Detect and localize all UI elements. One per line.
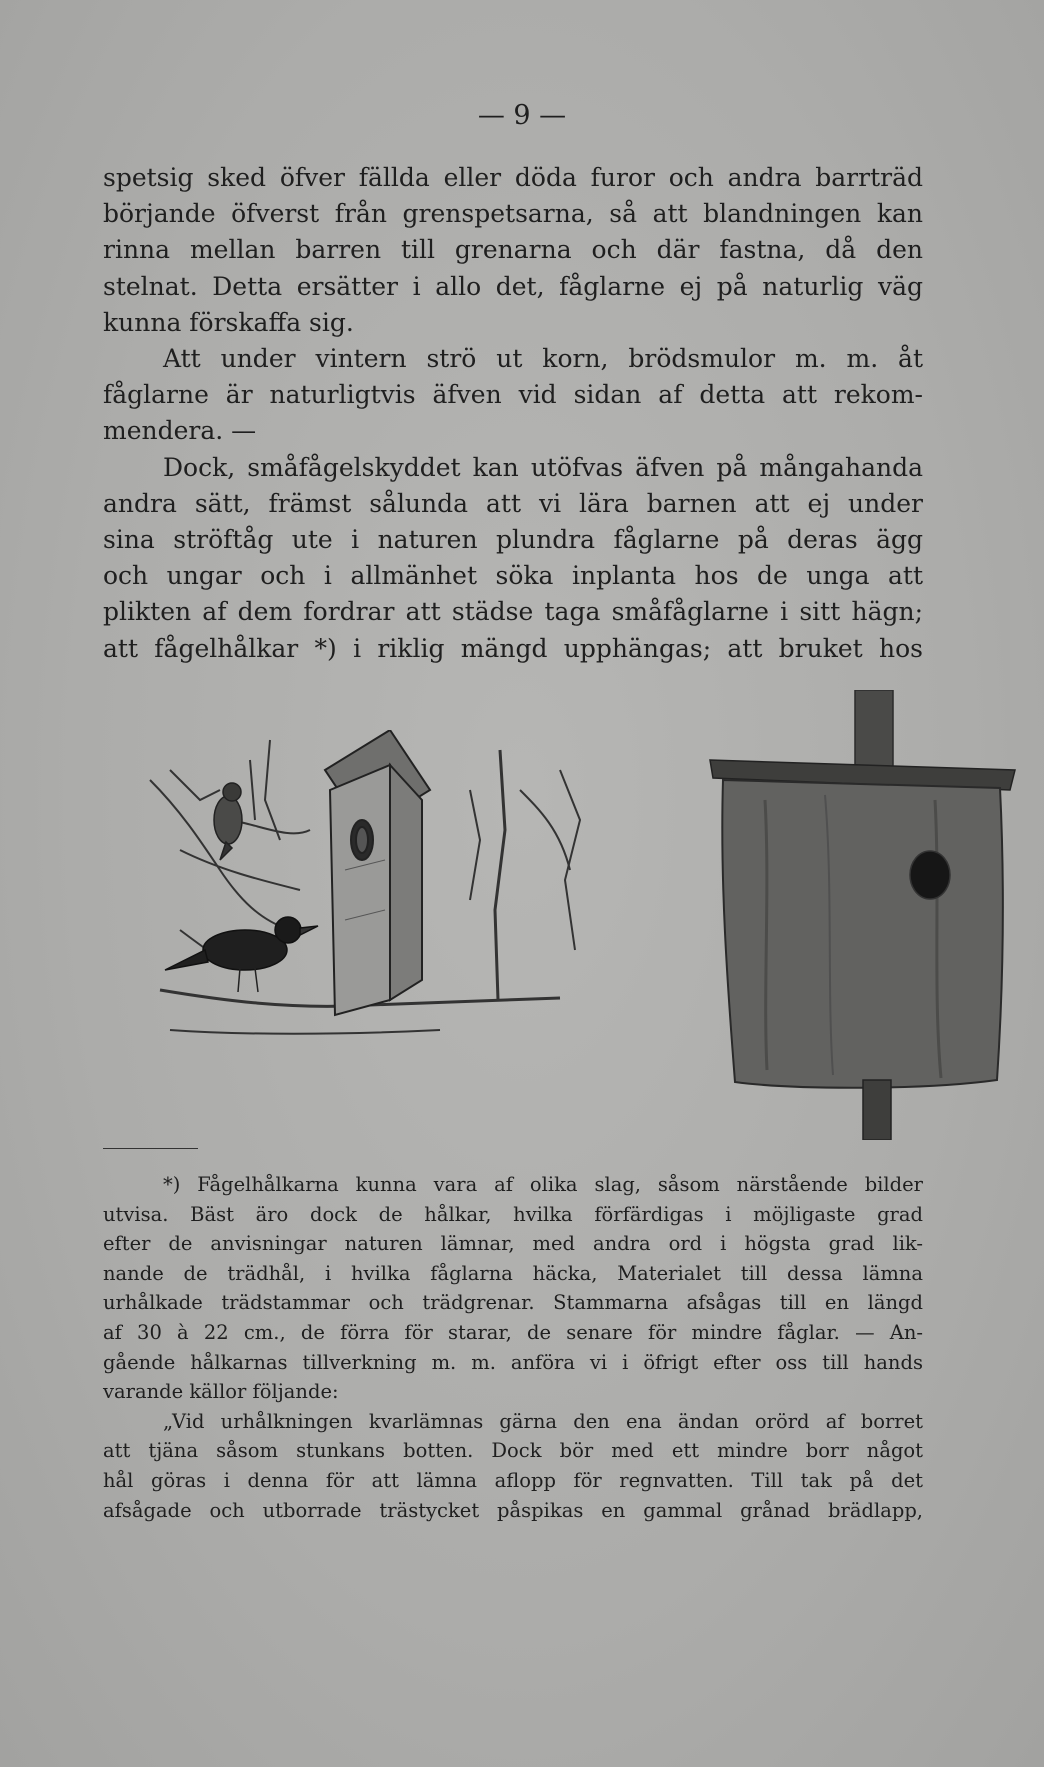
body-line: rinna mellan barren till grenarna och där fastna, då den bbox=[103, 235, 923, 265]
footnote-line: att tjäna såsom stunkans botten. Dock bör med ett mindre borr något bbox=[103, 1439, 923, 1463]
footnote-line: gående hålkarnas tillverkning m. m. anföra vi i öfrigt efter oss till hands bbox=[103, 1350, 923, 1374]
footnote-line: utvisa. Bäst äro dock de hålkar, hvilka förfärdigas i möjligaste grad bbox=[103, 1202, 923, 1226]
footnote-line: efter de anvisningar naturen lämnar, med andra ord i högsta grad lik- bbox=[103, 1232, 923, 1256]
body-line: att fågelhålkar *) i riklig mängd upphängas; att bruket hos bbox=[103, 633, 923, 663]
footnote-line: *) Fågelhålkarna kunna vara af olika slag, såsom närstående bilder bbox=[163, 1173, 923, 1196]
footnote-line: varande källor följande: bbox=[103, 1380, 339, 1404]
body-line: plikten af dem fordrar att städse taga småfåglarne i sitt hägn; bbox=[103, 597, 923, 627]
birdhouse-illustration bbox=[140, 730, 640, 1080]
footnote-line: nande de trädhål, i hvilka fåglarna häcka, Materialet till dessa lämna bbox=[103, 1261, 923, 1285]
body-line: stelnat. Detta ersätter i allo det, fåglarne ej på naturlig väg bbox=[103, 271, 923, 301]
body-line: andra sätt, främst sålunda att vi lära barnen att ej under bbox=[103, 488, 923, 518]
footnote-line: hål göras i denna för att lämna aflopp för regnvatten. Till tak på det bbox=[103, 1468, 923, 1492]
footnote-line: „Vid urhålkningen kvarlämnas gärna den ena ändan orörd af borret bbox=[163, 1409, 923, 1433]
log-birdhouse-illustration bbox=[705, 690, 1035, 1140]
footnotes bbox=[103, 1170, 923, 1525]
footnote-line: afsågade och utborrade trästycket påspikas en gammal grånad brädlapp, bbox=[103, 1498, 923, 1522]
page-number: — 9 — bbox=[477, 100, 567, 131]
footnote-separator bbox=[103, 1148, 198, 1149]
body-line: Dock, småfågelskyddet kan utöfvas äfven på mångahanda bbox=[163, 452, 923, 482]
illustrations bbox=[140, 690, 930, 1140]
footnote-line: urhålkade trädstammar och trädgrenar. Stammarna afsågas till en längd bbox=[103, 1291, 923, 1315]
body-text bbox=[103, 160, 923, 667]
body-line: och ungar och i allmänhet söka inplanta hos de unga att bbox=[103, 561, 923, 591]
body-line: sina ströftåg ute i naturen plundra fåglarne på deras ägg bbox=[103, 525, 923, 555]
body-line: spetsig sked öfver fällda eller döda furor och andra barrträd bbox=[103, 163, 923, 192]
footnote-line: af 30 à 22 cm., de förra för starar, de senare för mindre fåglar. — An- bbox=[103, 1320, 923, 1344]
body-line: börjande öfverst från grenspetsarna, så att blandningen kan bbox=[103, 199, 923, 229]
body-line: kunna förskaffa sig. bbox=[103, 307, 354, 337]
body-line: fåglarne är naturligtvis äfven vid sidan af detta att rekom- bbox=[103, 380, 923, 410]
body-line: mendera. — bbox=[103, 416, 257, 446]
body-line: Att under vintern strö ut korn, brödsmulor m. m. åt bbox=[163, 344, 923, 374]
